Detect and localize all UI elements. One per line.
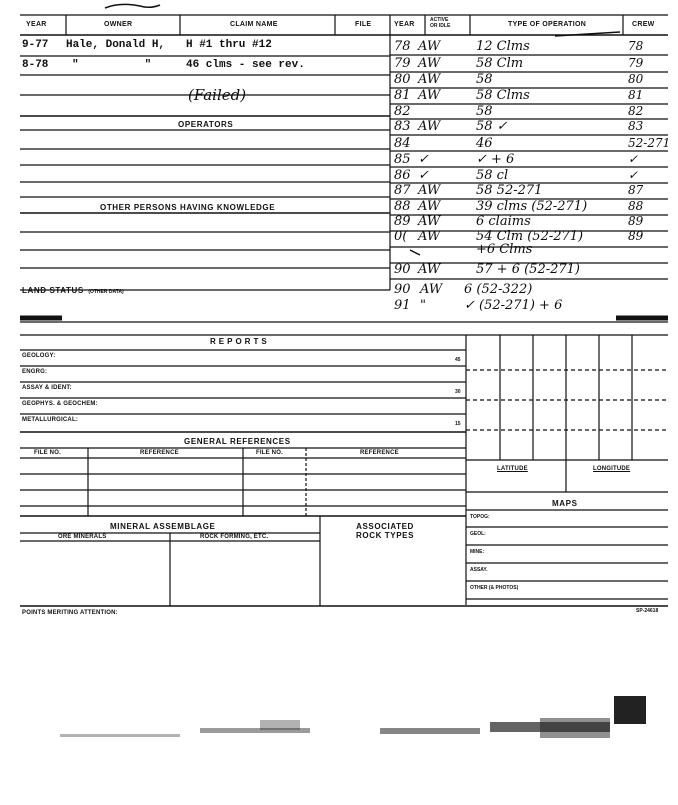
activity-row-year: 85 [394,152,411,167]
extra-row-status: " [420,298,426,313]
activity-row-status: AW [418,262,441,277]
activity-row-crew: 81 [628,88,644,102]
owner-row-2-owner: " " [72,59,152,71]
activity-row-type: 58 [476,72,493,87]
activity-row-crew: 79 [628,56,644,70]
activity-row-status: ✓ [418,168,429,183]
activity-row-status: AW [418,72,441,87]
land-status-title: LAND STATUS [22,286,84,295]
scan-noise [60,696,646,738]
activity-row-year: 84 [394,136,411,151]
form-number: SP-24618 [636,608,659,614]
activity-row-type: 46 [476,136,493,151]
map-row-label: MINE: [470,549,485,555]
owner-row-2-claim: 46 clms - see rev. [186,59,305,71]
activity-row-status: AW [418,88,441,103]
map-row-label: ASSAY. [470,567,488,573]
report-row-label: ENGRG: [22,369,48,375]
ref-col-file-no-1: FILE NO. [34,450,61,456]
ref-col-reference-2: REFERENCE [360,450,399,456]
activity-row-crew: 80 [628,72,644,86]
owner-row-2-year: 8-78 [22,59,49,71]
activity-row-crew: 82 [628,104,644,118]
latitude-label: LATITUDE [497,466,528,472]
header-owner: OWNER [104,21,133,28]
header-active-idle: ACTIVE OR IDLE [430,17,451,29]
activity-row-year: 0( [394,229,408,244]
activity-row-crew: 52-271 [628,136,671,150]
ref-col-file-no-2: FILE NO. [256,450,283,456]
activity-row-type: 58 52-271 [476,183,543,198]
activity-row-type: 39 clms (52-271) [476,199,588,214]
activity-row-status: AW [418,183,441,198]
operators-label: OPERATORS [178,120,234,129]
activity-row-type: 58 Clms [476,88,530,103]
rock-forming-label: ROCK FORMING, ETC. [200,534,269,540]
other-persons-label: OTHER PERSONS HAVING KNOWLEDGE [100,203,276,212]
activity-row-crew: 88 [628,199,644,213]
activity-row-status: AW [418,199,441,214]
general-references-title: GENERAL REFERENCES [184,437,291,446]
activity-row-status: AW [418,56,441,71]
longitude-label: LONGITUDE [593,466,631,472]
activity-row-year: 79 [394,56,411,71]
activity-row-crew: 89 [628,229,644,243]
header-year-2: YEAR [394,21,415,28]
activity-row-crew: ✓ [628,168,639,182]
report-row-number: 15 [455,421,461,427]
activity-row-status: AW [418,214,441,229]
report-row-number: 30 [455,389,461,395]
land-status-sub: (OTHER DATA) [88,289,124,295]
map-row-label: OTHER (& PHOTOS) [470,585,519,591]
points-meriting-attention-label: POINTS MERITING ATTENTION: [22,610,118,616]
owner-row-1-year: 9-77 [22,39,49,51]
activity-row-crew: 78 [628,39,644,53]
activity-row-status: AW [418,119,441,134]
reports-title: REPORTS [210,337,270,346]
activity-row-year: 80 [394,72,411,87]
activity-row-year: 81 [394,88,411,103]
activity-row-crew: 87 [628,183,644,197]
activity-row-year: 88 [394,199,411,214]
activity-row-type: 6 claims [476,214,531,229]
activity-row-status: AW [418,39,441,54]
extra-row-year: 90 [394,282,411,297]
extra-row-type: 6 (52-322) [464,282,533,297]
activity-row-type: 58 ✓ [476,119,508,134]
extra-row-status: AW [420,282,443,297]
activity-row-type: 58 cl [476,168,509,183]
activity-row-type: 12 Clms [476,39,530,54]
activity-row-year: 78 [394,39,411,54]
maps-title: MAPS [552,499,578,508]
report-row-label: GEOLOGY: [22,353,56,359]
activity-row-year: 87 [394,183,411,198]
activity-row-year: 86 [394,168,411,183]
activity-row-crew: 89 [628,214,644,228]
activity-row-status: ✓ [418,152,429,167]
activity-row-crew: 83 [628,119,644,133]
report-row-label: ASSAY & IDENT: [22,385,72,391]
report-row-label: METALLURGICAL: [22,417,79,423]
header-crew: CREW [632,21,655,28]
activity-row-type: +6 Clms [476,242,533,257]
owner-row-1-owner: Hale, Donald H, [66,39,166,51]
activity-row-status: AW [418,229,441,244]
activity-row-type: ✓ + 6 [476,152,515,167]
header-file: FILE [355,21,372,28]
activity-row-year: 90 [394,262,411,277]
activity-row-type: 58 Clm [476,56,524,71]
activity-row-type: 58 [476,104,493,119]
report-row-number: 45 [455,357,461,363]
header-year: YEAR [26,21,47,28]
owner-row-1-claim: H #1 thru #12 [186,39,272,51]
mineral-assemblage-title: MINERAL ASSEMBLAGE [110,522,216,531]
activity-row-year: 89 [394,214,411,229]
activity-row-type: 57 + 6 (52-271) [476,262,580,277]
extra-row-year: 91 [394,298,411,313]
map-row-label: TOPOG: [470,514,490,520]
header-type-of-operation: TYPE OF OPERATION [508,21,587,28]
ore-minerals-label: ORE MINERALS [58,534,107,540]
extra-row-type: ✓ (52-271) + 6 [464,298,563,313]
ref-col-reference-1: REFERENCE [140,450,179,456]
activity-row-type: 54 Clm (52-271) [476,229,584,244]
header-claim-name: CLAIM NAME [230,21,278,28]
map-row-label: GEOL: [470,531,486,537]
failed-note: (Failed) [188,86,247,104]
activity-row-crew: ✓ [628,152,639,166]
land-status-label [22,280,124,298]
activity-row-year: 83 [394,119,411,134]
activity-row-year: 82 [394,104,411,119]
associated-rock-types-label: ASSOCIATED ROCK TYPES [356,522,415,540]
report-row-label: GEOPHYS. & GEOCHEM: [22,401,98,407]
